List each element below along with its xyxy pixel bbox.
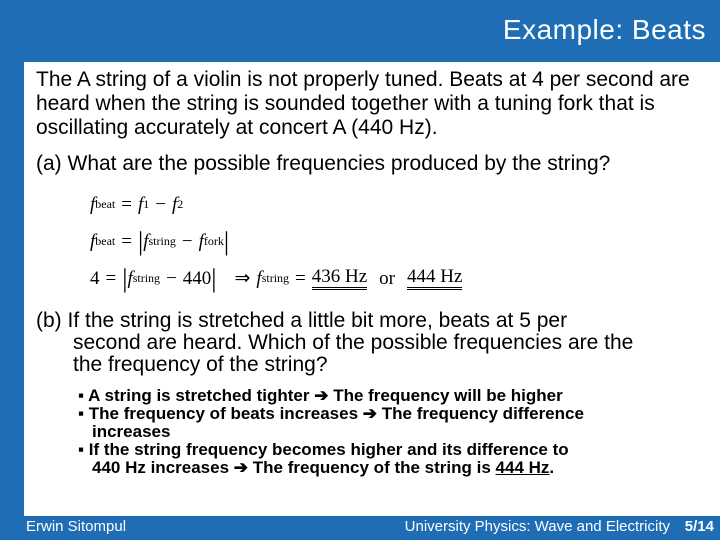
right-arrow-icon: ➔ [314,386,329,405]
square-bullet-icon: ▪ [78,386,85,405]
right-arrow-icon: ➔ [362,404,378,423]
left-side-bar [0,0,24,540]
square-bullet-icon: ▪ [78,404,85,423]
answer-444: 444 Hz [407,268,462,290]
equation-solution: 4 = | f string − 440 | ⇒ f string = 436 Hz or 444 Hz [90,263,463,293]
bullet-item: ▪ If the string frequency becomes higher and its difference to 440 Hz increases ➔ The frequency of the string is 444 Hz. [78,440,569,477]
equations-block [90,186,462,297]
footer-course: University Physics: Wave and Electricity [404,518,670,535]
slide-title: Example: Beats [502,14,706,45]
answer-436: 436 Hz [312,268,367,290]
footer-author: Erwin Sitompul [26,518,127,535]
final-answer: 444 Hz [495,458,550,477]
question-a: (a) What are the possible frequencies produced by the string? [36,152,611,175]
bullet-item: ▪ The frequency of beats increases ➔ The frequency difference increases [78,404,584,441]
right-arrow-icon: ➔ [233,458,249,477]
implies-arrow-icon: ⇒ [234,268,251,289]
question-b: (b) If the string is stretched a little bit more, beats at 5 per second are heard. Which of the possible frequencies are the the frequency of the string? [36,309,634,376]
square-bullet-icon: ▪ [78,440,85,459]
page-number: 5/14 [684,518,714,535]
equation-beat-abs: f beat = | f string − f fork | [90,226,230,256]
bullet-list [78,387,698,477]
equation-beat-definition: f beat = f 1 − f 2 [90,193,184,215]
intro-paragraph: The A string of a violin is not properly tuned. Beats at 4 per second are heard when the string is sounded together with a tuning fork that is oscillating accurately at concert A (440 Hz). [36,68,690,139]
bullet-item: ▪ A string is stretched tighter ➔ The frequency will be higher [78,386,563,405]
